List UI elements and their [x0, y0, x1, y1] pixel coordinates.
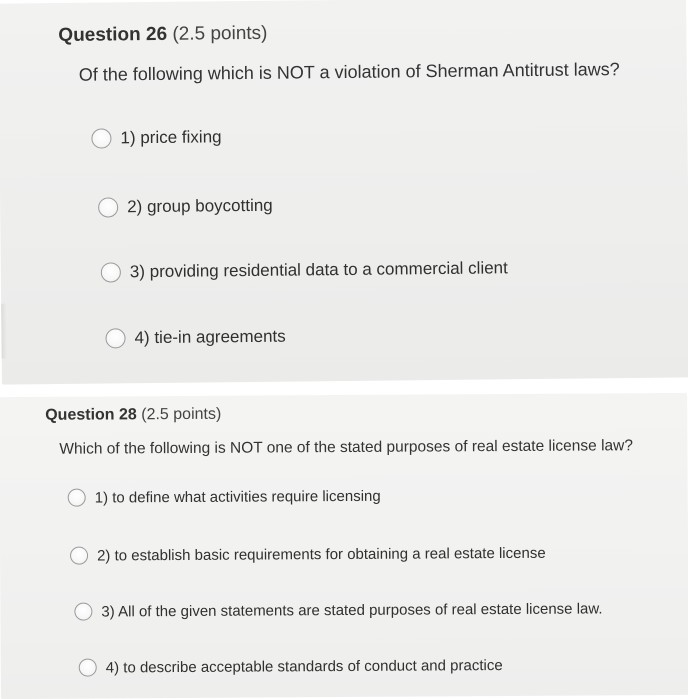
option-label	[130, 258, 508, 282]
page-fold-shadow	[1, 304, 8, 359]
answer-option-2[interactable]	[98, 196, 273, 218]
option-text: to establish basic requirements for obtaining a real estate license	[114, 544, 546, 564]
radio-button-icon[interactable]	[91, 128, 111, 148]
question-points: (2.5 points)	[141, 405, 222, 424]
radio-button-icon[interactable]	[79, 659, 97, 677]
answer-option-4[interactable]	[79, 656, 503, 677]
answer-option-2[interactable]	[70, 544, 546, 565]
option-number: 2)	[127, 197, 143, 217]
question-heading	[58, 23, 267, 47]
option-text: tie-in agreements	[154, 326, 286, 347]
answer-option-1[interactable]	[91, 127, 221, 148]
answer-option-4[interactable]	[105, 327, 285, 349]
radio-button-icon[interactable]	[68, 489, 86, 507]
option-text: All of the given statements are stated purposes of real estate license law.	[118, 599, 603, 620]
radio-button-icon[interactable]	[70, 547, 88, 565]
option-number: 1)	[94, 488, 109, 507]
question-28-panel	[0, 393, 688, 699]
question-number: Question 26	[58, 23, 168, 46]
question-points: (2.5 points)	[172, 22, 268, 45]
answer-option-3[interactable]	[74, 599, 602, 620]
radio-button-icon[interactable]	[98, 197, 118, 217]
radio-button-icon[interactable]	[105, 328, 125, 348]
option-label	[120, 127, 221, 148]
option-label	[106, 657, 503, 676]
option-text: price fixing	[140, 127, 222, 148]
question-number: Question 28	[45, 406, 137, 424]
option-number: 4)	[134, 328, 150, 348]
option-number: 3)	[101, 602, 115, 620]
answer-option-1[interactable]	[68, 487, 381, 507]
question-heading	[45, 406, 221, 425]
option-number: 3)	[129, 262, 146, 282]
option-text: to describe acceptable standards of conduct and practice	[123, 656, 503, 676]
option-label	[95, 487, 381, 506]
option-number: 1)	[120, 128, 136, 148]
radio-button-icon[interactable]	[101, 262, 121, 282]
option-number: 4)	[105, 658, 120, 676]
option-text: providing residential data to a commercial client	[149, 258, 508, 282]
question-text: Which of the following is NOT one of the stated purposes of real estate license law?	[59, 437, 633, 458]
option-number: 2)	[97, 546, 111, 565]
radio-button-icon[interactable]	[74, 603, 92, 621]
option-label	[127, 196, 273, 218]
option-text: to define what activities require licensing	[112, 487, 381, 506]
option-label	[134, 327, 285, 349]
option-label	[101, 600, 602, 620]
option-label	[97, 544, 546, 564]
question-text: Of the following which is NOT a violation of Sherman Antitrust laws?	[78, 59, 620, 85]
answer-option-3[interactable]	[101, 258, 508, 282]
option-text: group boycotting	[146, 195, 273, 217]
